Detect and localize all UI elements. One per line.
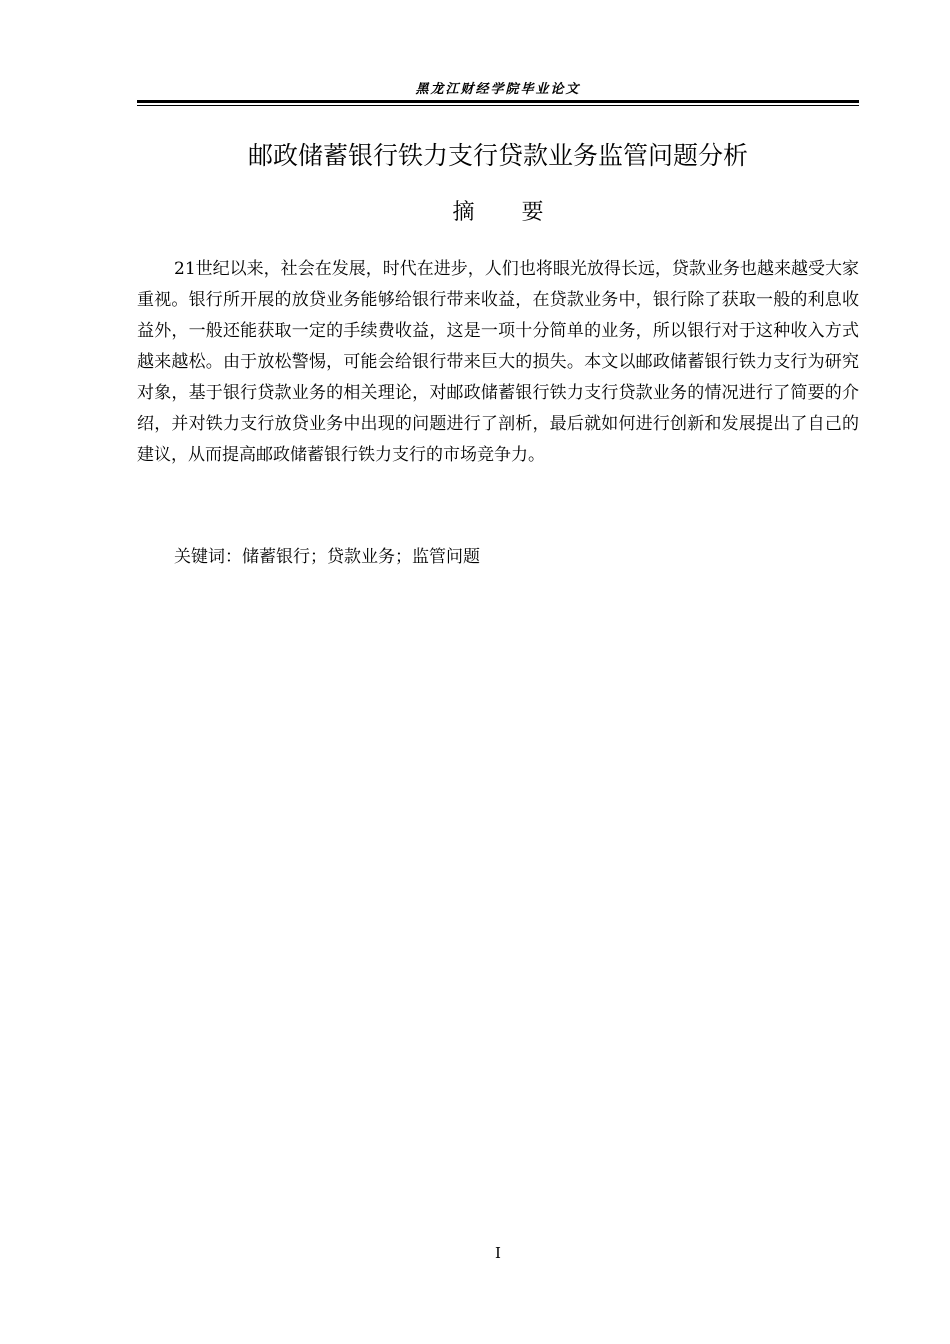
abstract-heading: 摘 要 bbox=[452, 200, 544, 225]
header-rule-thin bbox=[137, 105, 859, 106]
keywords-line bbox=[174, 542, 859, 572]
keywords-list: 储蓄银行；贷款业务；监管问题 bbox=[242, 547, 480, 567]
page-number: I bbox=[495, 1244, 501, 1262]
keywords-label: 关键词： bbox=[174, 547, 242, 567]
header-rule-thick bbox=[137, 100, 859, 103]
abstract-body: 21世纪以来，社会在发展，时代在进步，人们也将眼光放得长远，贷款业务也越来越受大家重视。银行所开展的放贷业务能够给银行带来收益，在贷款业务中，银行除了获取一般的利息收益外，一般还能获取一定的手续费收益，这是一项十分简单的业务，所以银行对于这种收入方式越来越松。由于放松警惕，可能会给银行带来巨大的损失。本文以邮政储蓄银行铁力支行为研究对象，基于银行贷款业务的相关理论，对邮政储蓄银行铁力支行贷款业务的情况进行了简要的介绍，并对铁力支行放贷业务中出现的问题进行了剖析，最后就如何进行创新和发展提出了自己的建议，从而提高邮政储蓄银行铁力支行的市场竞争力。 bbox=[137, 259, 859, 465]
thesis-title: 邮政储蓄银行铁力支行贷款业务监管问题分析 bbox=[247, 141, 748, 170]
running-header: 黑龙江财经学院毕业论文 bbox=[415, 82, 581, 97]
